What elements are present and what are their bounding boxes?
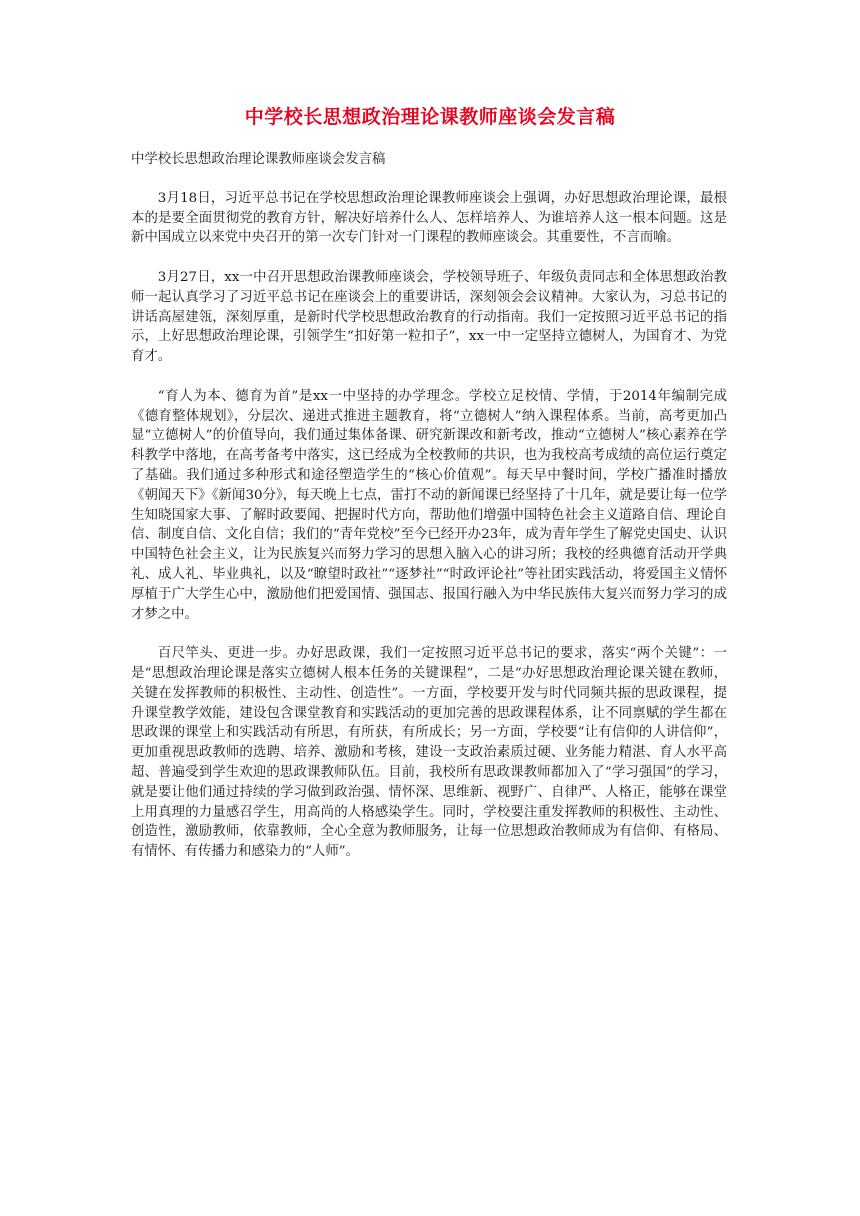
paragraph-2: 3月27日，xx一中召开思想政治课教师座谈会，学校领导班子、年级负责同志和全体思想政治教师一起认真学习了习近平总书记在座谈会上的重要讲话，深刻领会会议精神。大家认为，习总书记的讲话高屋建瓴，深刻厚重，是新时代学校思想政治教育的行动指南。我们一定按照习近平总书记的指示，上好思想政治理论课，引领学生“扣好第一粒扣子”，xx一中一定坚持立德树人，为国育才、为党育才。 [131, 269, 727, 365]
paragraph-4: 百尺竿头、更进一步。办好思政课，我们一定按照习近平总书记的要求，落实“两个关键”：一是“思想政治理论课是落实立德树人根本任务的关键课程”，二是“办好思想政治理论课关键在教师，关键在发挥教师的积极性、主动性、创造性”。一方面，学校要开发与时代同频共振的思政课程，提升课堂教学效能，建设包含课堂教育和实践活动的更加完善的思政课程体系，让不同禀赋的学生都在思政课的课堂上和实践活动有所思，有所获，有所成长；另一方面，学校要“让有信仰的人讲信仰”，更加重视思政教师的选聘、培养、激励和考核，建设一支政治素质过硬、业务能力精湛、育人水平高超、普遍受到学生欢迎的思政课教师队伍。目前，我校所有思政课教师都加入了“学习强国”的学习，就是要让他们通过持续的学习做到政治强、情怀深、思维新、视野广、自律严、人格正，能够在课堂上用真理的力量感召学生，用高尚的人格感染学生。同时，学校要注重发挥教师的积极性、主动性、创造性，激励教师，依靠教师，全心全意为教师服务，让每一位思想政治教师成为有信仰、有格局、有情怀、有传播力和感染力的“人师”。 [131, 646, 727, 860]
document-body [131, 150, 727, 882]
paragraph-1: 3月18日，习近平总书记在学校思想政治理论课教师座谈会上强调，办好思想政治理论课，最根本的是要全面贯彻党的教育方针，解决好培养什么人、怎样培养人、为谁培养人这一根本问题。这是新中国成立以来党中央召开的第一次专门针对一门课程的教师座谈会。其重要性，不言而喻。 [131, 190, 727, 246]
document-title: 中学校长思想政治理论课教师座谈会发言稿 [244, 106, 616, 128]
document-subtitle: 中学校长思想政治理论课教师座谈会发言稿 [131, 152, 386, 167]
paragraph-3: “育人为本、德育为首”是xx一中坚持的办学理念。学校立足校情、学情，于2014年编制完成《德育整体规划》，分层次、递进式推进主题教育，将“立德树人”纳入课程体系。当前，高考更加凸显“立德树人”的价值导向，我们通过集体备课、研究新课改和新考改，推动“立德树人”核心素养在学科教学中落地，在高考备考中落实，这已经成为全校教师的共识，也为我校高考成绩的高位运行奠定了基础。我们通过多种形式和途径塑造学生的“核心价值观”。每天早中餐时间，学校广播准时播放《朝闻天下》《新闻30分》，每天晚上七点，雷打不动的新闻课已经坚持了十几年，就是要让每一位学生知晓国家大事、了解时政要闻、把握时代方向，帮助他们增强中国特色社会主义道路自信、理论自信、制度自信、文化自信；我们的“青年党校”至今已经开办23年，成为青年学生了解党史国史、认识中国特色社会主义，让为民族复兴而努力学习的思想入脑入心的讲习所；我校的经典德育活动开学典礼、成人礼、毕业典礼，以及“瞭望时政社”“逐梦社”“时政评论社”等社团实践活动，将爱国主义情怀厚植于广大学生心中，激励他们把爱国情、强国志、报国行融入为中华民族伟大复兴而努力学习的成才梦之中。 [131, 388, 727, 622]
